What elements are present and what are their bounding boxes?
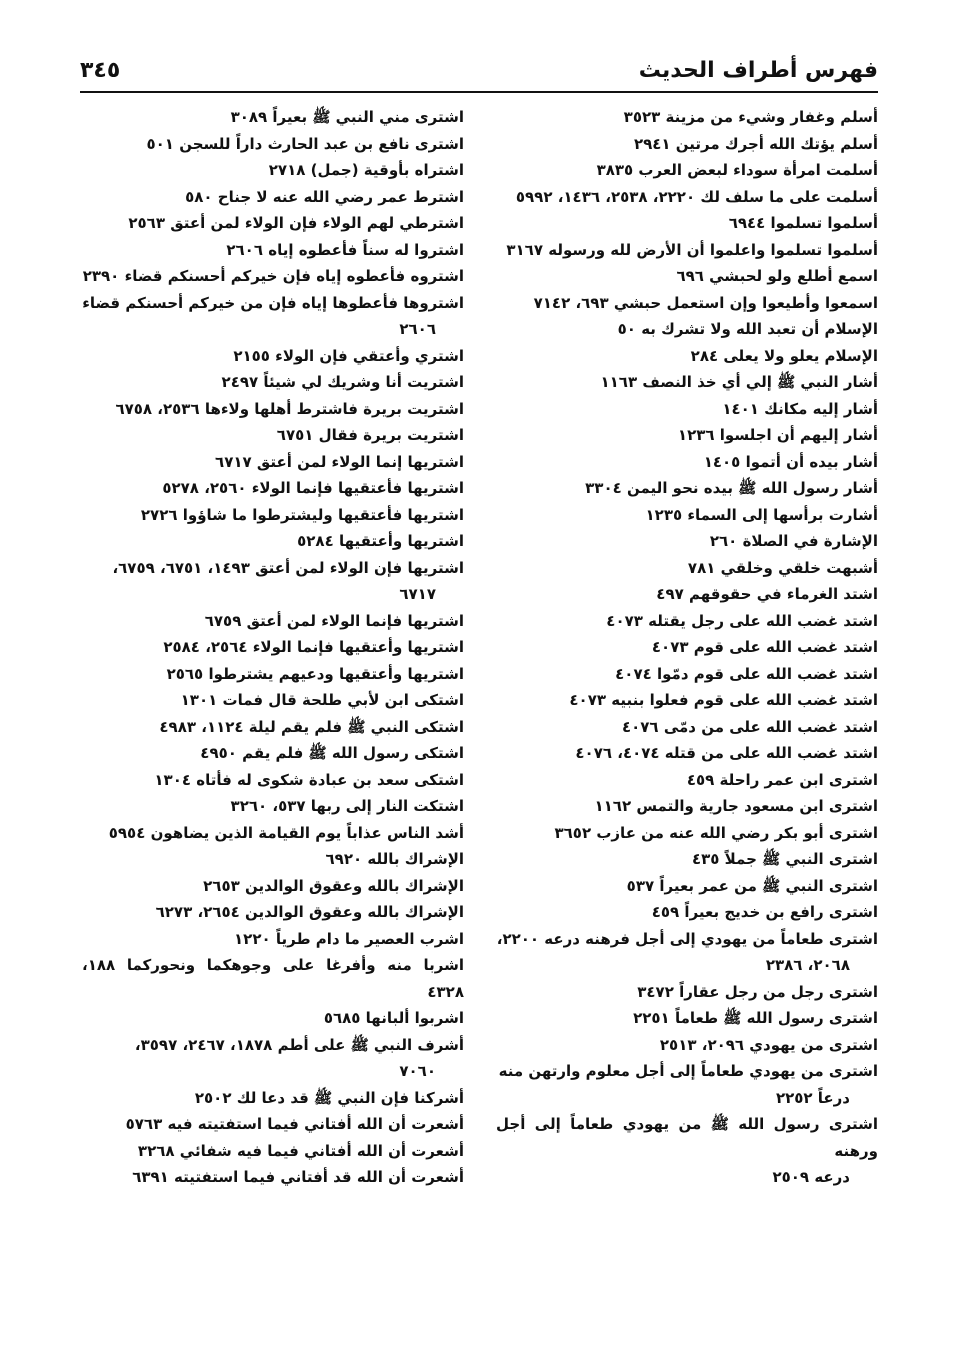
index-entry-text: أشار إليهم أن اجلسوا ١٢٣٦ xyxy=(677,426,878,444)
index-entry xyxy=(82,714,464,741)
index-entry xyxy=(496,608,878,635)
index-entry-text: اشتريت بريرة فاشترط أهلها ولاءها ٢٥٣٦، ٦٧٥٨ xyxy=(115,399,464,418)
index-entry-text: اشتكى سعد بن عبادة شكوى له فأتاه ١٣٠٤ xyxy=(154,770,464,789)
index-entry xyxy=(496,687,878,714)
index-entry xyxy=(496,1032,878,1059)
index-entry-continuation: ٢٠٦٨، ٢٣٨٦ xyxy=(765,956,850,974)
index-entry-text: اشترطي لهم الولاء فإن الولاء لمن أعتق ٢٥٦٣ xyxy=(128,214,464,232)
index-entry xyxy=(496,555,878,582)
index-entry xyxy=(82,634,464,661)
index-entry-text: اشتريت أنا وشريك لي شيئاً ٢٤٩٧ xyxy=(221,373,464,391)
index-entry xyxy=(82,184,464,211)
index-entry xyxy=(496,316,878,343)
index-entry xyxy=(82,740,464,767)
index-entry-text: الإسلام يعلو ولا يعلى ٢٨٤ xyxy=(690,346,878,365)
index-entry xyxy=(496,237,878,264)
index-entry-text: اشترط عمر رضي الله عنه لا جناح ٥٨٠ xyxy=(185,187,464,206)
index-entry-text: أشار رسول الله ﷺ بيده نحو اليمن ٣٣٠٤ xyxy=(585,479,878,497)
index-entry xyxy=(496,263,878,290)
index-entry-text: اشتد غضب الله على قوم دمّوا ٤٠٧٤ xyxy=(615,664,878,683)
index-entry-text: أشارت برأسها إلى السماء ١٢٣٥ xyxy=(645,505,878,524)
index-entry-text: اشتروا له سناً فأعطوه إياه ٢٦٠٦ xyxy=(226,240,464,259)
index-entry xyxy=(82,502,464,529)
index-entry-continuation: ٧٠٦٠ xyxy=(399,1062,436,1080)
index-entry xyxy=(82,263,464,290)
index-entry-text: أسلمت على ما سلف لك ٢٢٢٠، ٢٥٣٨، ١٤٣٦، ٥٩٩٢ xyxy=(515,187,878,206)
index-entry xyxy=(496,502,878,529)
index-entry-text: اشرب العصير ما دام طرياً ١٢٢٠ xyxy=(234,929,464,948)
index-entry-text: الإسلام أن تعبد الله ولا تشرك به ٥٠ xyxy=(617,320,878,338)
index-entry xyxy=(496,767,878,794)
index-entry xyxy=(82,767,464,794)
index-entry-text: اشترى مني النبي ﷺ بعيراً ٣٠٨٩ xyxy=(230,108,464,126)
index-entry-text: اشترى رسول الله ﷺ طعاماً ٢٢٥١ xyxy=(633,1009,878,1027)
index-entry-text: أشعرت أن الله أفتاني فيما استفتيته فيه ٥٧٦٣ xyxy=(125,1115,464,1133)
index-entry-text: اشتروها فأعطوها إياه فإن من خيركم أحسنكم قضاء xyxy=(82,293,464,312)
index-entry xyxy=(82,608,464,635)
index-entry xyxy=(496,926,878,979)
index-entry-text: أشعرت أن الله قد أفتاني فيما استفتيته ٦٣٩١ xyxy=(132,1168,464,1186)
index-entry-text: اشتراه بأوقية (جمل) ٢٧١٨ xyxy=(268,161,464,179)
index-entry-text: أشركنا فإن النبي ﷺ قد دعا لك ٢٥٠٢ xyxy=(194,1088,464,1107)
index-entry-text: اسمعوا وأطيعوا وإن استعمل حبشي ٦٩٣، ٧١٤٢ xyxy=(533,293,878,312)
index-entry xyxy=(496,1005,878,1032)
index-entry-text: اشتكت النار إلى ربها ٥٣٧، ٣٢٦٠ xyxy=(230,797,464,815)
index-entry xyxy=(82,926,464,953)
index-entry-text: اشترى أبو بكر رضي الله عنه من عازب ٣٦٥٢ xyxy=(554,823,878,842)
index-entry xyxy=(496,661,878,688)
index-entry-text: اشتريها وأعتقيها ٥٢٨٤ xyxy=(297,532,464,550)
index-entry xyxy=(82,661,464,688)
index-entry xyxy=(496,528,878,555)
index-entry-text: اشتريها فإن الولاء لمن أعتق ١٤٩٣، ٦٧٥١، ٦٧٥٩، xyxy=(112,558,464,577)
index-entry xyxy=(82,290,464,343)
index-entry xyxy=(82,396,464,423)
index-entry-text: اشتكى النبي ﷺ فلم يقم ليلة ١١٢٤، ٤٩٨٣ xyxy=(159,717,464,736)
index-entry-text: اشتروه فأعطوه إياه فإن خيركم أحسنكم قضاء ٢٣٩٠ xyxy=(82,267,464,285)
index-entry-text: اشتريها فإنما الولاء لمن أعتق ٦٧٥٩ xyxy=(204,611,464,630)
index-entry-text: الإشراك بالله وعقوق الوالدين ٢٦٥٤، ٦٢٧٣ xyxy=(155,903,464,921)
index-entry xyxy=(496,475,878,502)
index-entry xyxy=(82,210,464,237)
index-entry xyxy=(82,449,464,476)
index-entry xyxy=(496,1058,878,1111)
index-entry xyxy=(82,846,464,873)
index-entry xyxy=(496,634,878,661)
index-entry-text: اشترى من يهودي ٢٠٩٦، ٢٥١٣ xyxy=(659,1035,878,1054)
page-header xyxy=(80,50,878,90)
index-entry-text: اشترى رافع بن خديج بعيراً ٤٥٩ xyxy=(651,903,878,921)
index-entry xyxy=(82,687,464,714)
index-entry-text: أسلم وغفار وشيء من مزينة ٣٥٢٣ xyxy=(623,108,878,126)
index-entry-text: اشتد غضب الله على من قتله ٤٠٧٤، ٤٠٧٦ xyxy=(575,744,878,762)
index-entry xyxy=(82,820,464,847)
index-entry xyxy=(82,237,464,264)
index-entry-text: أشبهت خلقي وخلقي ٧٨١ xyxy=(687,558,878,577)
index-entry xyxy=(82,528,464,555)
index-entry xyxy=(82,157,464,184)
index-entry-text: اشترى النبي ﷺ جملاً ٤٣٥ xyxy=(691,850,878,868)
index-entry xyxy=(496,343,878,370)
index-entry-text: أسلمت امرأة سوداء لبعض العرب ٣٨٣٥ xyxy=(596,161,878,179)
index-entry xyxy=(496,369,878,396)
index-column-left xyxy=(82,104,464,1191)
index-entry xyxy=(496,1111,878,1191)
index-entry-text: اشتكى رسول الله ﷺ فلم يقم ٤٩٥٠ xyxy=(200,744,464,762)
index-entry-continuation: درعاً ٢٢٥٢ xyxy=(775,1088,850,1107)
index-entry-text: اشتريها فأعتقيها فإنما الولاء ٢٥٦٠، ٥٢٧٨ xyxy=(162,479,464,497)
index-entry-text: اشترى رجل من رجل عقاراً ٣٤٧٢ xyxy=(637,982,878,1001)
index-entry xyxy=(496,873,878,900)
index-entry xyxy=(82,1005,464,1032)
index-entry xyxy=(496,979,878,1006)
index-entry-text: اشربوا ألبانها ٥٦٨٥ xyxy=(323,1009,464,1027)
index-entry-text: اشترى ابن عمر راحلة ٤٥٩ xyxy=(686,770,878,789)
index-entry xyxy=(82,475,464,502)
index-entry-text: أشار بيده أن أتموا ١٤٠٥ xyxy=(703,452,878,471)
index-entry-text: أشرف النبي ﷺ على أطم ١٨٧٨، ٢٤٦٧، ٣٥٩٧، xyxy=(134,1035,464,1054)
header-rule xyxy=(80,91,878,93)
index-entry xyxy=(496,184,878,211)
index-entry-text: أسلموا تسلموا واعلموا أن الأرض لله ورسوله ٣١٦٧ xyxy=(506,240,878,259)
index-entry-text: اشتريها وأعتقيها ودعيهم يشترطوا ٢٥٦٥ xyxy=(166,664,464,683)
index-entry xyxy=(496,396,878,423)
index-entry xyxy=(82,899,464,926)
index-entry-text: اشتكى ابن لأبي طلحة قال فمات ١٣٠١ xyxy=(180,691,464,709)
index-entry xyxy=(496,422,878,449)
index-entry-continuation: ٦٧١٧ xyxy=(399,585,436,603)
index-entry-text: أسلموا تسلموا ٦٩٤٤ xyxy=(728,214,878,232)
index-entry xyxy=(82,343,464,370)
index-entry-text: اشتريها فأعتقيها وليشترطوا ما شاؤوا ٢٧٢٦ xyxy=(140,505,464,524)
index-entry xyxy=(496,449,878,476)
index-entry-text: اشترى رسول الله ﷺ من يهودي طعاماً إلى أجل ورهنه xyxy=(496,1115,878,1160)
index-entry xyxy=(82,952,464,1005)
index-entry xyxy=(82,1032,464,1085)
index-entry-text: اشتد غضب الله على قوم فعلوا بنبيه ٤٠٧٣ xyxy=(569,691,878,709)
index-entry xyxy=(82,1138,464,1165)
index-entry-text: الإشراك بالله وعقوق الوالدين ٢٦٥٣ xyxy=(203,876,464,895)
index-entry xyxy=(82,555,464,608)
index-entry xyxy=(496,846,878,873)
index-entry xyxy=(82,104,464,131)
index-entry xyxy=(496,290,878,317)
index-entry xyxy=(82,422,464,449)
index-entry-text: اشترى نافع بن عبد الحارث داراً للسجن ٥٠١ xyxy=(146,134,464,153)
index-entry xyxy=(496,157,878,184)
running-title: فهرس أطراف الحديث xyxy=(638,57,878,83)
index-entry-text: أشار إليه مكانك ١٤٠١ xyxy=(722,399,878,418)
index-column-right xyxy=(496,104,878,1191)
index-entry-text: اشتري وأعتقي فإن الولاء ٢١٥٥ xyxy=(233,346,464,365)
index-entry-text: اشتريت بريرة فقال ٦٧٥١ xyxy=(276,426,464,444)
index-entry-text: أسلم يؤتك الله أجرك مرتين ٢٩٤١ xyxy=(633,134,878,153)
index-entry-text: أشعرت أن الله أفتاني فيما فيه شفائي ٣٢٦٨ xyxy=(137,1141,464,1160)
index-entry-text: الإشراك بالله ٦٩٢٠ xyxy=(325,850,464,868)
index-entry-text: أشار النبي ﷺ إلي أي خذ النصف ١١٦٣ xyxy=(600,373,878,391)
index-entry-text: اشتريها إنما الولاء لمن أعتق ٦٧١٧ xyxy=(215,452,464,471)
index-entry-text: اشتد غضب الله على قوم ٤٠٧٣ xyxy=(651,638,878,656)
index-entry-text: اشترى طعاماً من يهودي إلى أجل فرهنه درعه ٢٢٠٠، xyxy=(496,929,878,948)
index-entry-text: الإشارة في الصلاة ٢٦٠ xyxy=(709,532,878,550)
index-entry xyxy=(82,1111,464,1138)
index-entry-text: اشتد غضب الله على رجل يقتله ٤٠٧٣ xyxy=(606,611,878,630)
index-entry xyxy=(496,131,878,158)
index-entry-continuation: درعه ٢٥٠٩ xyxy=(772,1168,850,1186)
index-entry-text: اشتد الغرماء في حقوقهم ٤٩٧ xyxy=(656,585,878,603)
index-entry-continuation: ٢٦٠٦ xyxy=(399,320,436,338)
index-entry-text: اشربا منه وأفرغا على وجوهكما ونحوركما ١٨٨، ٤٣٢٨ xyxy=(82,956,464,1001)
index-entry-text: اشتريها وأعتقيها فإنما الولاء ٢٥٦٤، ٢٥٨٤ xyxy=(163,638,464,656)
index-entry xyxy=(82,1164,464,1191)
index-entry-text: اشتد غضب الله على من دمّى ٤٠٧٦ xyxy=(621,717,878,736)
index-entry xyxy=(82,793,464,820)
index-entry xyxy=(496,899,878,926)
index-entry xyxy=(496,210,878,237)
index-entry xyxy=(496,820,878,847)
index-entry-text: اسمع أطلع ولو لحبشي ٦٩٦ xyxy=(676,267,878,285)
index-entry xyxy=(82,873,464,900)
index-entry-text: اشترى ابن مسعود جارية والتمس ١١٦٢ xyxy=(594,797,878,815)
index-entry xyxy=(496,793,878,820)
index-entry xyxy=(496,740,878,767)
index-entry xyxy=(496,714,878,741)
index-entry-text: اشترى من يهودي طعاماً إلى أجل معلوم وارتهن منه xyxy=(498,1062,878,1080)
index-entry xyxy=(82,1085,464,1112)
index-entry xyxy=(496,581,878,608)
index-entry xyxy=(82,369,464,396)
index-entry-text: اشترى النبي ﷺ من عمر بعيراً ٥٣٧ xyxy=(626,876,878,895)
index-entry xyxy=(82,131,464,158)
index-entry-text: أشد الناس عذاباً يوم القيامة الذين يضاهون ٥٩٥٤ xyxy=(108,823,464,842)
index-entry xyxy=(496,104,878,131)
page-number: ٣٤٥ xyxy=(80,57,121,83)
